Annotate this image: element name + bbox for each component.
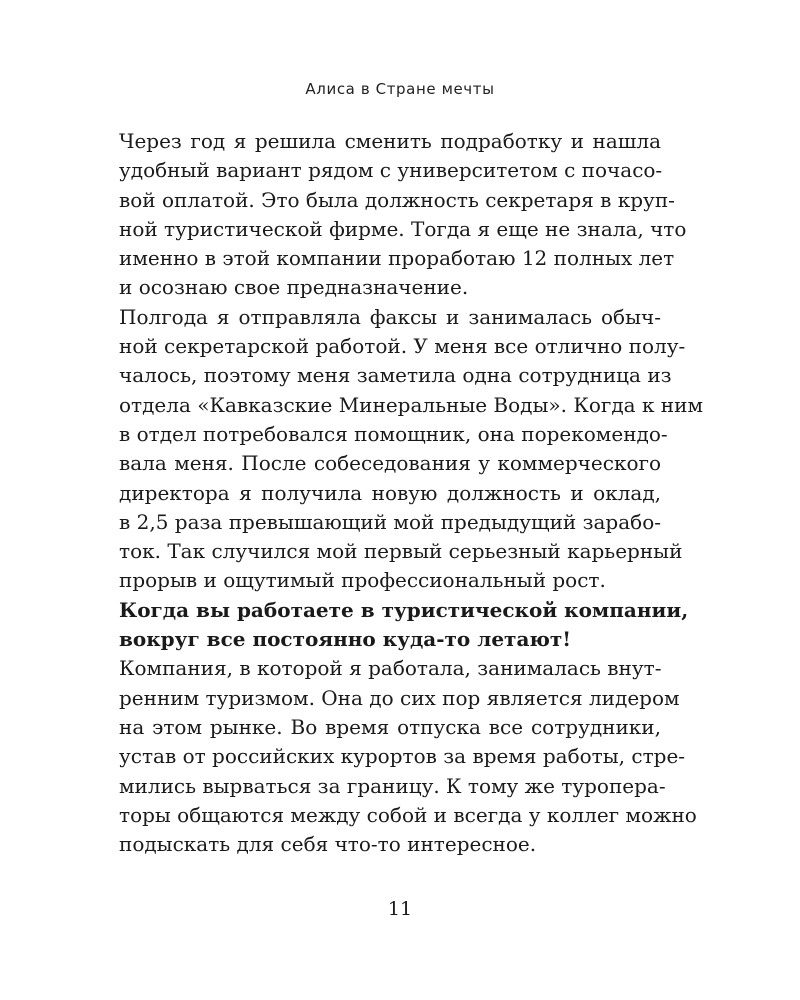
- text-line: ной секретарской работой. У меня все отлично полу-: [119, 334, 686, 359]
- text-line: чалось, поэтому меня заметила одна сотрудница из: [119, 363, 672, 388]
- paragraph-2: [119, 303, 704, 596]
- text-line: Полгода я отправляла факсы и занималась обыч-: [119, 304, 661, 329]
- text-line: и осознаю свое предназначение.: [119, 275, 469, 300]
- text-line: в отдел потребовался помощник, она порекомендо-: [119, 421, 668, 446]
- bold-text-line: Когда вы работаете в туристической компании,: [119, 597, 689, 622]
- text-line: отдела «Кавказские Минеральные Воды». Когда к ним: [119, 392, 704, 417]
- text-line: директора я получила новую должность и оклад,: [119, 480, 661, 505]
- text-line: торы общаются между собой и всегда у коллег можно: [119, 802, 697, 827]
- paragraph-1: [119, 127, 687, 303]
- text-line: подыскать для себя что-то интересное.: [119, 832, 537, 857]
- paragraph-3-bold: [119, 596, 689, 655]
- text-line: мились вырваться за границу. К тому же туропера-: [119, 773, 666, 798]
- text-line: ток. Так случился мой первый серьезный карьерный: [119, 539, 683, 564]
- text-line: ной туристической фирме. Тогда я еще не знала, что: [119, 216, 687, 241]
- text-line: вала меня. После собеседования у коммерческого: [119, 451, 661, 476]
- text-line: вой оплатой. Это была должность секретаря в круп-: [119, 187, 675, 212]
- text-line: удобный вариант рядом с университетом с почасо-: [119, 158, 663, 183]
- text-line: Компания, в которой я работала, занималась внут-: [119, 656, 662, 681]
- text-line: именно в этой компании проработаю 12 полных лет: [119, 246, 675, 271]
- text-line: прорыв и ощутимый профессиональный рост.: [119, 568, 606, 593]
- text-line: в 2,5 раза превышающий мой предыдущий зарабо-: [119, 509, 661, 534]
- paragraph-4: [119, 654, 697, 859]
- text-line: устав от российских курортов за время работы, стре-: [119, 744, 686, 769]
- running-head: Алиса в Стране мечты: [305, 80, 495, 98]
- bold-text-line: вокруг все постоянно куда-то летают!: [119, 627, 572, 652]
- page-number: 11: [387, 898, 413, 920]
- body-text: [119, 127, 704, 859]
- text-line: ренним туризмом. Она до сих пор является лидером: [119, 685, 680, 710]
- text-line: Через год я решила сменить подработку и нашла: [119, 129, 661, 153]
- text-line: на этом рынке. Во время отпуска все сотрудники,: [119, 714, 661, 739]
